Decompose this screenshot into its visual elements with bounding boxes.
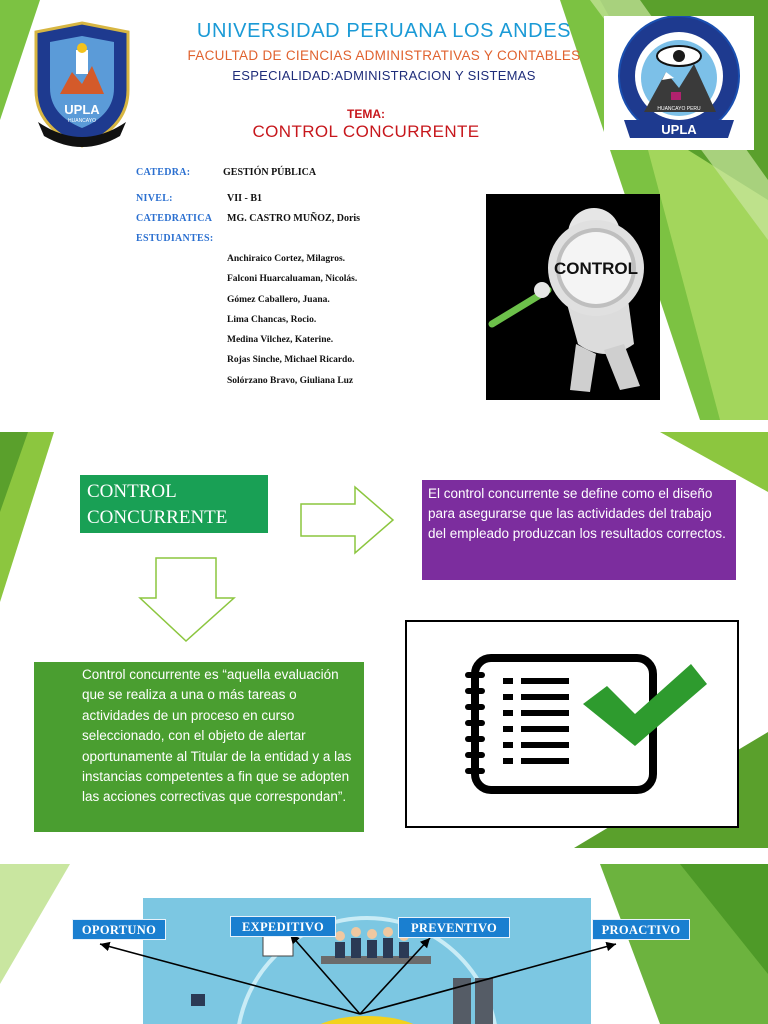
university-name: UNIVERSIDAD PERUANA LOS ANDES [196, 20, 572, 42]
university-logo-acronym: UPLA [64, 102, 100, 117]
connector-arrows [0, 864, 768, 1024]
definition-box [422, 480, 736, 580]
faculty-logo-city: HUANCAYO PERU [657, 106, 701, 112]
quote-box [34, 662, 364, 832]
definition-text: El control concurrente se define como el diseño para asegurarse que las actividades del trabajo del empleado produzcan los resultados correctos. [428, 486, 726, 541]
arrow-right-icon [299, 485, 397, 555]
tema-label: TEMA: [347, 107, 385, 121]
checklist-image-frame [405, 620, 739, 828]
student-name: Falconi Huarcaluaman, Nicolás. [227, 274, 358, 284]
tag-oportuno: OPORTUNO [72, 919, 166, 940]
faculty-logo-acronym: UPLA [661, 122, 697, 137]
student-name: Gómez Caballero, Juana. [227, 295, 330, 305]
checklist-icon [407, 622, 737, 826]
tema-title: CONTROL CONCURRENTE [252, 122, 480, 141]
title-slide [0, 0, 768, 420]
tag-preventivo: PREVENTIVO [398, 917, 510, 938]
catedratica-value: MG. CASTRO MUÑOZ, Doris [227, 213, 361, 224]
university-logo-city: HUANCAYO [68, 118, 96, 124]
student-name: Rojas Sinche, Michael Ricardo. [227, 355, 355, 365]
control-concurrente-box [80, 475, 268, 533]
quote-text: Control concurrente es “aquella evaluación que se realiza a una o más tareas o actividades de un proceso en curso seleccionado, con el objeto de alertar oportunamente al Titular de la entidad y a las instancias competentes a fin que se adopten las acciones correctivas que correspondan”. [82, 667, 352, 805]
arrow-down-icon [138, 556, 238, 644]
catedratica-label: CATEDRATICA [136, 213, 213, 224]
estudiantes-label: ESTUDIANTES: [136, 233, 214, 244]
student-name: Medina Vilchez, Katerine. [227, 335, 334, 345]
catedra-label: CATEDRA: [136, 167, 191, 178]
catedra-value: GESTIÓN PÚBLICA [223, 167, 317, 178]
control-magnifier-image [486, 194, 660, 400]
nivel-value: VII - B1 [227, 193, 263, 204]
student-name: Solórzano Bravo, Giuliana Luz [227, 376, 354, 386]
definition-slide [0, 432, 768, 848]
control-magnifier-label: CONTROL [553, 259, 639, 278]
faculty-name: FACULTAD DE CIENCIAS ADMINISTRATIVAS Y CONTABLES [187, 48, 581, 63]
student-name: Lima Chancas, Rocio. [227, 315, 317, 325]
tag-expeditivo: EXPEDITIVO [230, 916, 336, 937]
student-name: Anchiraico Cortez, Milagros. [227, 254, 346, 264]
nivel-label: NIVEL: [136, 193, 173, 204]
control-concurrente-title: CONTROL CONCURRENTE [87, 481, 228, 528]
characteristics-slide [0, 864, 768, 1024]
tag-proactivo: PROACTIVO [592, 919, 690, 940]
specialty: ESPECIALIDAD:ADMINISTRACION Y SISTEMAS [232, 68, 536, 83]
